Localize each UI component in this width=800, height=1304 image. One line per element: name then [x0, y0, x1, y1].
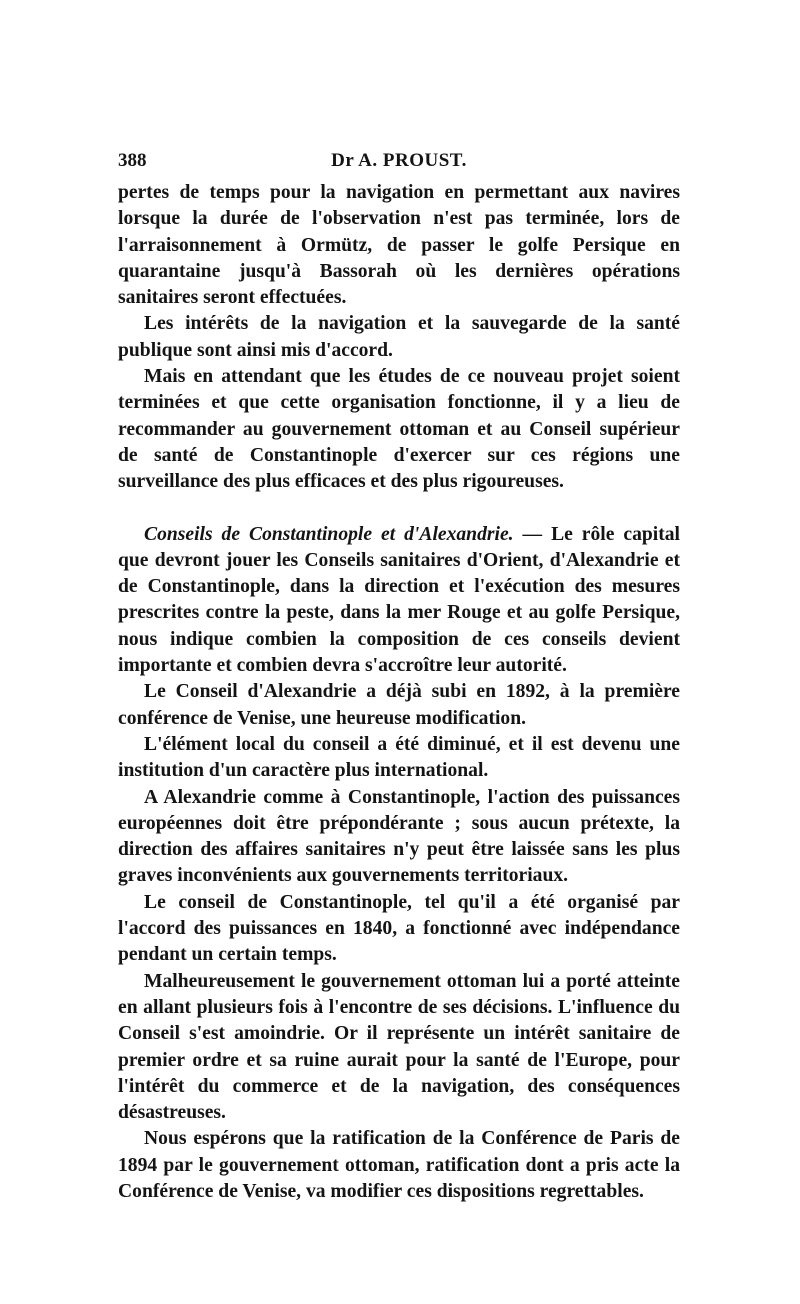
paragraph: L'élément local du conseil a été diminué, et il est devenu une institution d'un caractère plus international. [118, 733, 680, 782]
paragraph: Mais en attendant que les études de ce nouveau projet soient terminées et que cette organisation fonctionne, il y a lieu de recommander au gouvernement ottoman et au Conseil supérieur de santé de Constantinople d'exercer sur ces régions une surveillance des plus efficaces et des plus rigoureuses. [118, 366, 680, 493]
running-title-author: Dr A. PROUST. [331, 150, 467, 171]
section-title: Conseils de Constantinople et d'Alexandrie. [144, 523, 514, 545]
body-text [118, 180, 680, 1205]
paragraph-continued: pertes de temps pour la navigation en permettant aux navires lorsque la durée de l'observation n'est pas terminée, lors de l'arraisonnement à Ormütz, de passer le golfe Persique en quarantaine jusqu'à Bassorah où les dernières opérations sanitaires seront effectuées. [118, 182, 680, 309]
paragraph: Le Conseil d'Alexandrie a déjà subi en 1892, à la première conférence de Venise, une heureuse modification. [118, 681, 680, 729]
paragraph: Nous espérons que la ratification de la Conférence de Paris de 1894 par le gouvernement ottoman, ratification dont a pris acte la Conférence de Venise, va modifier ces dispositions regrettables. [118, 1128, 680, 1202]
paragraph: A Alexandrie comme à Constantinople, l'action des puissances européennes doit être prépondérante ; sous aucun prétexte, la direction des affaires sanitaires n'y peut être laissée sans les plus graves inconvénients aux gouvernements territoriaux. [118, 786, 680, 887]
paragraph: Malheureusement le gouvernement ottoman lui a porté atteinte en allant plusieurs fois à l'encontre de ses décisions. L'influence du Conseil s'est amoindrie. Or il représente un intérêt sanitaire de premier ordre et sa ruine aurait pour la santé de l'Europe, pour l'intérêt du commerce et de la navigation, des conséquences désastreuses. [118, 970, 680, 1124]
paragraph: Les intérêts de la navigation et la sauvegarde de la santé publique sont ainsi mis d'accord. [118, 313, 680, 361]
book-page [118, 150, 680, 1205]
paragraph: Le conseil de Constantinople, tel qu'il a été organisé par l'accord des puissances en 1840, a fonctionné avec indépendance pendant un certain temps. [118, 891, 680, 966]
section-lead-text: — Le rôle capital que devront jouer les Conseils sanitaires d'Orient, d'Alexandrie et de Constantinople, dans la direction et l'exécution des mesures prescrites contre la peste, dans la mer Rouge et au golfe Persique, nous indique combien la composition de ces conseils devient importante et combien devra s'accroître leur autorité. [118, 523, 680, 677]
page-number: 388 [118, 150, 147, 171]
running-header [118, 150, 680, 180]
section-lead-paragraph [118, 522, 680, 680]
